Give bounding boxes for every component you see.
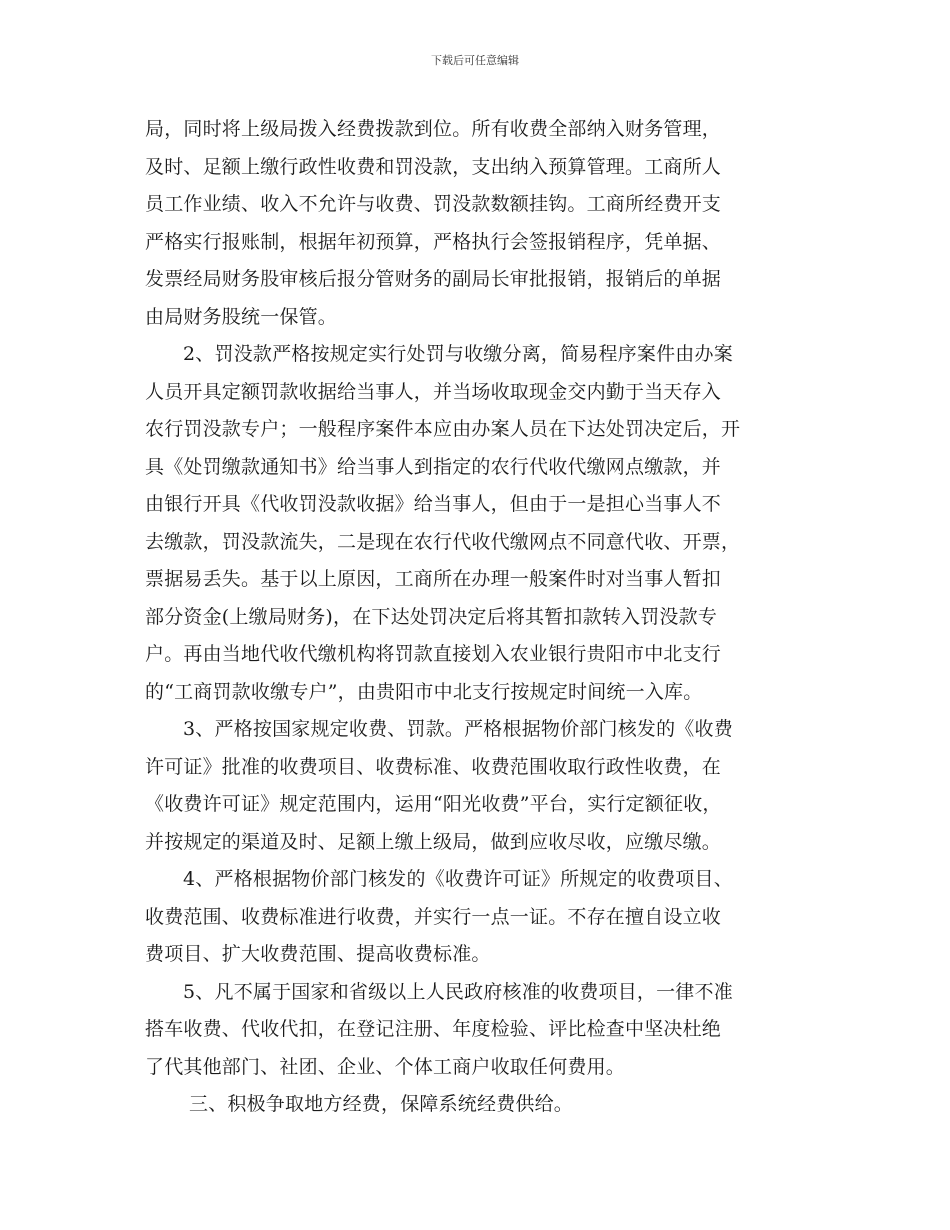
text-line: 具《处罚缴款通知书》给当事人到指定的农行代收代缴网点缴款，并: [145, 455, 722, 478]
text-line: 去缴款，罚没款流失，二是现在农行代收代缴网点不同意代收、开票，: [145, 530, 741, 553]
text-line: 由局财务股统一保管。: [145, 305, 338, 328]
paragraph-start-line: 3、严格按国家规定收费、罚款。严格根据物价部门核发的《收费: [183, 718, 733, 740]
text-line: 户。再由当地代收代缴机构将罚款直接划入农业银行贵阳市中北支行: [145, 643, 722, 665]
text-line: 许可证》批准的收费项目、收费标准、收费范围收取行政性收费，在: [145, 755, 722, 778]
text-line: 了代其他部门、社团、企业、个体工商户收取任何费用。: [145, 1055, 626, 1078]
text-line: 严格实行报账制，根据年初预算，严格执行会签报销程序，凭单据、: [145, 230, 722, 253]
paragraph-start-line: 2、罚没款严格按规定实行处罚与收缴分离，简易程序案件由办案: [183, 343, 733, 365]
text-line: 票据易丢失。基于以上原因，工商所在办理一般案件时对当事人暂扣: [145, 568, 722, 590]
text-line: 搭车收费、代收代扣，在登记注册、年度检验、评比检查中坚决杜绝: [145, 1018, 722, 1040]
document-body: [145, 111, 810, 1124]
text-line: 发票经局财务股审核后报分管财务的副局长审批报销，报销后的单据: [145, 268, 722, 290]
text-line: 员工作业绩、收入不允许与收费、罚没款数额挂钩。工商所经费开支: [145, 193, 722, 215]
text-line: 局，同时将上级局拨入经费拨款到位。所有收费全部纳入财务管理，: [145, 118, 722, 140]
text-line: 人员开具定额罚款收据给当事人，并当场收取现金交内勤于当天存入: [145, 380, 722, 403]
text-line: 收费范围、收费标准进行收费，并实行一点一证。不存在擅自设立收: [145, 905, 722, 928]
text-line: 农行罚没款专户；一般程序案件本应由办案人员在下达处罚决定后，开: [145, 418, 741, 440]
text-line: 部分资金(上缴局财务)，在下达处罚决定后将其暂扣款转入罚没款专: [145, 605, 718, 628]
text-line: 《收费许可证》规定范围内，运用“阳光收费”平台，实行定额征收，: [145, 793, 722, 815]
text-line: 的“工商罚款收缴专户”，由贵阳市中北支行按规定时间统一入库。: [145, 680, 703, 703]
text-line: 费项目、扩大收费范围、提高收费标准。: [145, 943, 491, 965]
text-line: 由银行开具《代收罚没款收据》给当事人，但由于一是担心当事人不: [145, 493, 722, 515]
text-line: 并按规定的渠道及时、足额上缴上级局，做到应收尽收，应缴尽缴。: [145, 830, 722, 853]
section-heading: 三、积极争取地方经费，保障系统经费供给。: [189, 1093, 574, 1115]
text-line: 及时、足额上缴行政性收费和罚没款，支出纳入预算管理。工商所人: [145, 155, 722, 178]
paragraph-start-line: 4、严格根据物价部门核发的《收费许可证》所规定的收费项目、: [183, 868, 733, 890]
page-header: 下载后可任意编辑: [431, 54, 519, 67]
paragraph-start-line: 5、凡不属于国家和省级以上人民政府核准的收费项目，一律不准: [183, 980, 733, 1003]
